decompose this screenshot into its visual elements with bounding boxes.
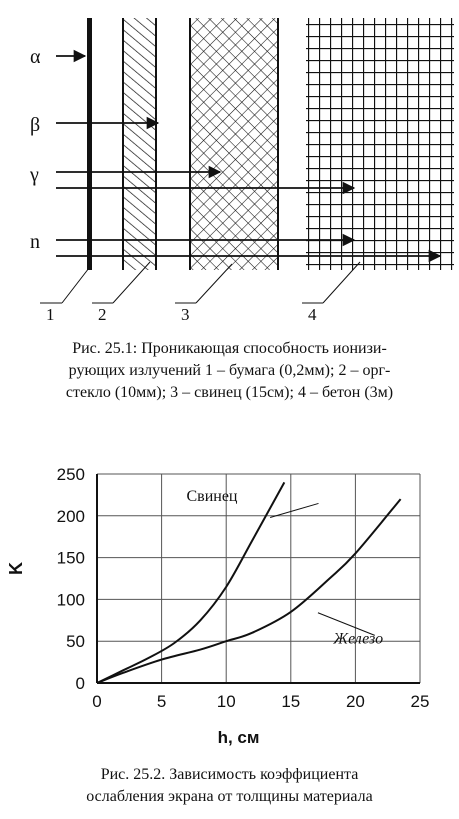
ray-beta-symbol: β xyxy=(30,114,41,136)
y-tick-label: 250 xyxy=(56,465,85,484)
figure-25-2-caption xyxy=(0,764,459,808)
ray-gamma-symbol: γ xyxy=(30,164,39,186)
penetration-diagram-svg xyxy=(0,0,459,330)
attenuation-chart-svg xyxy=(0,460,459,760)
y-tick-label: 100 xyxy=(56,590,85,610)
barrier-paper xyxy=(87,18,92,270)
label-leader-1 xyxy=(62,268,89,303)
x-tick-label: 0 xyxy=(92,692,102,711)
ray-alpha-symbol: α xyxy=(30,46,41,68)
barrier-label-2: 2 xyxy=(98,305,107,324)
chart-grid xyxy=(97,474,420,683)
caption-line: стекло (10мм); 3 – свинец (15см); 4 – бетон (3м) xyxy=(65,384,394,401)
series-label-lead: Свинец xyxy=(186,487,238,505)
caption-line: ослабления экрана от толщины материала xyxy=(86,788,373,805)
caption-line: рующих излучений 1 – бумага (0,2мм); 2 – орг- xyxy=(68,362,391,379)
y-tick-label: 0 xyxy=(75,674,85,693)
y-tick-label: 200 xyxy=(56,506,85,526)
penetration-diagram xyxy=(0,0,459,330)
caption-line: Рис. 25.2. Зависимость коэффициента xyxy=(100,766,359,783)
chart-labels xyxy=(6,465,429,747)
x-axis-label: h, см xyxy=(217,728,260,747)
ray-neutron-symbol: n xyxy=(30,231,40,253)
x-tick-label: 25 xyxy=(410,692,430,711)
y-tick-label: 50 xyxy=(66,632,85,652)
chart-axes xyxy=(97,474,420,683)
barrier-label-1: 1 xyxy=(46,305,55,324)
attenuation-chart xyxy=(0,460,459,760)
x-tick-label: 5 xyxy=(156,692,167,711)
caption-line: Рис. 25.1: Проникающая способность ионизи- xyxy=(72,340,387,357)
barrier-label-4: 4 xyxy=(308,305,317,324)
barrier-lead xyxy=(190,18,278,270)
x-tick-label: 15 xyxy=(281,692,301,711)
figure-25-1-caption xyxy=(0,338,459,404)
barrier-concrete xyxy=(306,18,454,270)
y-tick-label: 150 xyxy=(56,548,85,568)
y-axis-label: K xyxy=(6,562,26,575)
barrier-plexiglass xyxy=(123,18,156,270)
series-label-iron: Железо xyxy=(333,630,384,648)
barrier-label-3: 3 xyxy=(181,305,190,324)
x-tick-label: 20 xyxy=(345,692,365,711)
x-tick-label: 10 xyxy=(216,692,236,711)
